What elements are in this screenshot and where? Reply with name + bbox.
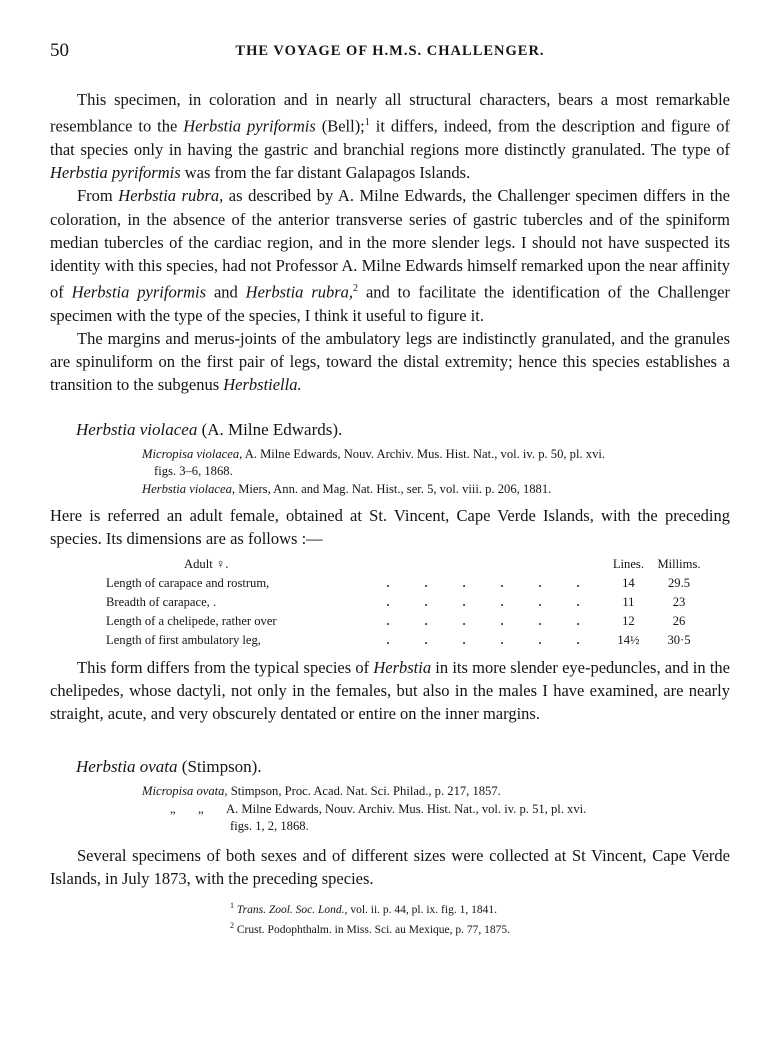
leader-dots: . . . . . . xyxy=(386,594,580,609)
species-heading-violacea: Herbstia violacea (A. Milne Edwards). xyxy=(76,419,343,439)
table-row: Breadth of carapace, . . . . . . . 11 23 xyxy=(106,593,706,612)
page-header xyxy=(50,40,730,66)
table-row: Length of carapace and rostrum, . . . . . . 14 29.5 xyxy=(106,574,706,593)
footnote-ref-2: 2 xyxy=(353,283,359,295)
ovata-text: Several specimens of both sexes and of different sizes were collected at St Vincent, Cape Verde Islands, in July 1873, with the preceding species. xyxy=(50,845,730,888)
table-row: Length of a chelipede, rather over . . . . . . 12 26 xyxy=(106,612,706,631)
leader-dots: . . . . . . xyxy=(386,632,580,647)
footnote-1: $^1$ Trans. Zool. Soc. Lond., vol. ii. p. 44, pl. ix. fig. 1, 1841. xyxy=(230,901,497,916)
synonym-line: Micropisa ovata, Stimpson, Proc. Acad. Nat. Sci. Philad., p. 217, 1857. xyxy=(142,784,501,799)
leader-dots: . . . . . . xyxy=(386,613,580,628)
paragraph-1: This specimen, in coloration and in nearly all structural characters, bears a most remarkable resemblance to the Herbstia pyriformis (Bell);$^1$ it differs, indeed, from the description and figure of that species only in having the gastric and branchial regions more distinctly granulated. The type of Herbstia pyriformis was from the far distant Galapagos Islands. xyxy=(50,90,730,183)
header-label: Adult ♀. xyxy=(184,556,229,571)
paragraph-2: From Herbstia rubra, as described by A. Milne Edwards, the Challenger specimen differs in the coloration, in the absence of the anterior transverse series of gastric tubercles and of the spiniform median tubercles of the cardiac region, and in the more slender legs. I should not have suspected its identity with this species, had not Professor A. Milne Edwards himself remarked upon the near affinity of Herbstia pyriformis and Herbstia rubra,$^2$ and to facilitate the identification of the Challenger specimen with the type of the species, I think it useful to figure it. xyxy=(50,186,731,325)
violacea-remark: This form differs from the typical species of Herbstia in its more slender eye-peduncles, and in the chelipedes, whose dactyli, not only in the females, but also in the males I have examined, are nearly straight, acute, and very obscurely dentated or entire on the inner margins. xyxy=(50,657,730,723)
header-lines: Lines. xyxy=(612,556,644,571)
table-row: Length of first ambulatory leg, . . . . . . 14½ 30·5 xyxy=(106,631,706,650)
violacea-intro: Here is referred an adult female, obtained at St. Vincent, Cape Verde Islands, with the preceding species. Its dimensions are as follows :— xyxy=(50,506,730,549)
leader-dots: . . . . . . xyxy=(386,575,580,590)
dimensions-table xyxy=(106,555,706,650)
synonym-line: figs. 1, 2, 1868. xyxy=(230,819,309,834)
species-heading-ovata: Herbstia ovata (Stimpson). xyxy=(76,757,262,777)
page xyxy=(50,40,730,938)
synonym-line: „ „ A. Milne Edwards, Nouv. Archiv. Mus. Hist. Nat., vol. iv. p. 51, pl. xvi. xyxy=(170,801,587,816)
running-title: THE VOYAGE OF H.M.S. CHALLENGER. xyxy=(235,43,545,59)
synonym-line: figs. 3–6, 1868. xyxy=(154,464,233,479)
header-millims: Millims. xyxy=(657,556,701,571)
synonym-line: Micropisa violacea, A. Milne Edwards, Nouv. Archiv. Mus. Hist. Nat., vol. iv. p. 50, pl. xvi. xyxy=(142,446,606,461)
synonym-line: Herbstia violacea, Miers, Ann. and Mag. Nat. Hist., ser. 5, vol. viii. p. 206, 1881. xyxy=(142,481,552,496)
footnote-2: $^2$ Crust. Podophthalm. in Miss. Sci. au Mexique, p. 77, 1875. xyxy=(230,920,510,936)
table-header xyxy=(106,555,706,574)
page-number: 50 xyxy=(50,40,69,61)
footnote-ref-1: 1 xyxy=(364,117,370,129)
paragraph-3: The margins and merus-joints of the ambulatory legs are indistinctly granulated, and the granules are spinuliform on the first pair of legs, toward the distal extremity; hence this species establishes a transition to the subgenus Herbstiella. xyxy=(50,329,730,395)
